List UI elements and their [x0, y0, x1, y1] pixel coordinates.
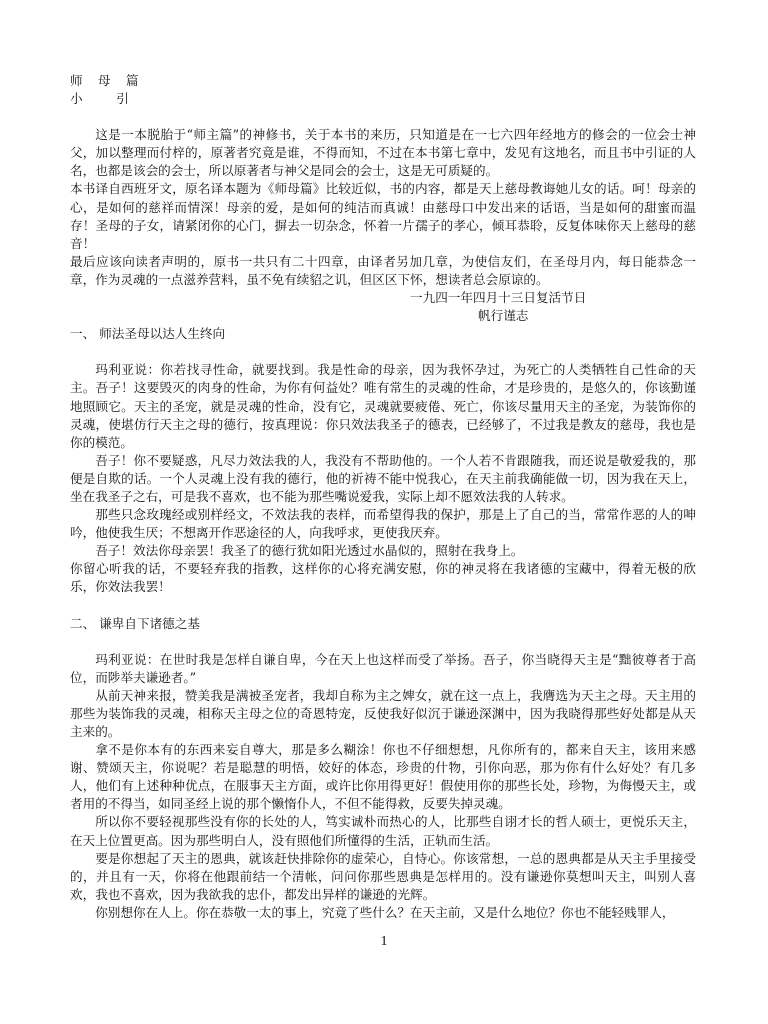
document-page [70, 72, 696, 922]
section-paragraph: 拿不是你本有的东西来妄自尊大，那是多么糊涂！你也不仔细想想，凡你所有的，都来自天主，该用来感谢、赞颂天主，你说呢？若是聪慧的明悟，姣好的体态，珍贵的什物，引你向恶，那为你有什么好处？有几多人，他们有上述种种优点，在服事天主方面，或许比你用得更好！假使用你的那些长处，珍物，为侮慢天主，或者用的不得当，如同圣经上说的那个懒惰仆人，不但不能得救，反要失掉灵魂。 [70, 742, 696, 812]
section-paragraph: 那些只念玫瑰经或别样经文，不效法我的表样，而希望得我的保护，那是上了自己的当，常常作恶的人的呻吟，他使我生厌；不想离开作恶途径的人，向我呼求，更使我厌弃。 [70, 507, 696, 541]
preface-paragraph: 本书译自西班牙文，原名译本题为《师母篇》比较近似，书的内容，都是天上慈母教诲她儿女的话。呵！母亲的心，是如何的慈祥而情深！母亲的爱，是如何的纯洁而真诚！由慈母口中发出来的话语，当是如何的甜蜜而温存！圣母的子女，请紧闭你的心门，摒去一切杂念，怀着一片孺子的孝心，倾耳恭聆，反复体味你天上慈母的慈音！ [70, 181, 696, 251]
section-paragraph: 玛利亚说：在世时我是怎样自谦自卑，今在天上也这样而受了举扬。吾子，你当晓得天主是“黜彼尊者于高位，而陟举夫谦逊者。” [70, 651, 696, 685]
section-paragraph: 从前天神来报，赞美我是满被圣宠者，我却自称为主之婢女，就在这一点上，我膺选为天主之母。天主用的那些为装饰我的灵魂，相称天主母之位的奇恩特宠，反使我好似沉于谦逊深渊中，因为我晓得那些好处都是从天主来的。 [70, 687, 696, 739]
intro-heading: 小 引 [70, 91, 135, 107]
preface-paragraph: 最后应该向读者声明的，原书一共只有二十四章，由译者另加几章，为使信友们，在圣母月内，每日能恭念一章，作为灵魂的一点滋养营料，虽不免有续貂之讥，但区区下怀，想读者总会原谅的。 [70, 253, 696, 287]
section-closing: 你留心听我的话，不要轻弃我的指教，这样你的心将充满安慰，你的神灵将在我诸德的宝藏中，得着无极的欣乐，你效法我罢！ [70, 561, 696, 595]
page-number: 1 [380, 934, 388, 949]
document-title: 师 母 篇 [70, 73, 145, 88]
section-paragraph: 你别想你在人上。你在恭敬一太的事上，究竟了些什么？在天主前，又是什么地位？你也不能轻贱罪人， [95, 904, 675, 920]
section-paragraph: 玛利亚说：你若找寻性命，就要找到。我是性命的母亲，因为我怀孕过，为死亡的人类牺牲自己性命的天主。吾子！这要毁灭的肉身的性命，为你有何益处？唯有常生的灵魂的性命，才是珍贵的，是悠久的，你该勤谨地照顾它。天主的圣宠，就是灵魂的性命，没有它，灵魂就要疲倦、死亡，你该尽量用天主的圣宠，为装饰你的灵魂，使堪仿行天主之母的德行，按真理说：你只效法我圣子的德表，已经够了，不过我是教友的慈母，我也是你的模范。 [70, 362, 696, 450]
section-heading: 一、 师法圣母以达人生终向 [70, 326, 226, 342]
section-paragraph: 吾子！你不要疑惑，凡尽力效法我的人，我没有不帮助他的。一个人若不肯跟随我，而还说是敬爱我的，那便是自欺的话。一个人灵魂上没有我的德行，他的祈祷不能中悦我心，在天主前我确能做一切，因为我在天上，坐在我圣子之右，可是我不喜欢，也不能为那些嘴说爱我，实际上却不愿效法我的人转求。 [70, 452, 696, 504]
preface-paragraph: 这是一本脱胎于“师主篇”的神修书，关于本书的来历，只知道是在一七六四年经地方的修会的一位会士神父，加以整理而付梓的，原著者究竟是谁，不得而知，不过在本书第七章中，发见有这地名，而且书中引证的人名，也都是该会的会士，所以原著者与神父是同会的会士，这是无可质疑的。 [70, 127, 696, 179]
section-paragraph: 所以你不要轻视那些没有你的长处的人，笃实诚朴而热心的人，比那些自诩才长的哲人硕士，更悦乐天主，在天上位置更高。因为那些明白人，没有照他们所懂得的生活，正轨而生活。 [70, 814, 696, 848]
preface-signature: 帆行谨志 [478, 308, 529, 324]
section-heading: 二、 谦卑自下诸德之基 [70, 615, 200, 631]
preface-date: 一九四一年四月十三日复活节日 [410, 290, 587, 306]
section-paragraph: 吾子！效法你母亲罢！我圣了的德行犹如阳光透过水晶似的，照射在我身上。 [95, 543, 524, 559]
section-paragraph: 要是你想起了天主的恩典，就该赶快排除你的虚荣心，自恃心。你该常想，一总的恩典都是从天主手里接受的，并且有一天，你将在他跟前结一个清帐，问问你那些恩典是怎样用的。没有谦逊你莫想叫天主，叫别人喜欢，我也不喜欢，因为我欲我的忠仆，都发出异样的谦逊的光辉。 [70, 850, 696, 902]
